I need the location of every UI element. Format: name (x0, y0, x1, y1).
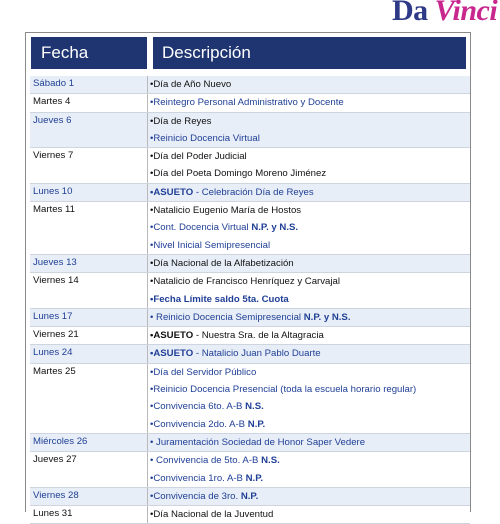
row-description (148, 202, 470, 254)
description-text: •Cont. Docencia Virtual (150, 222, 252, 234)
description-text: •Reinicio Docencia Virtual (150, 132, 260, 144)
row-description (148, 452, 470, 487)
description-bold-text: N.P. y N.S. (303, 311, 351, 323)
description-text: •Día del Poeta Domingo Moreno Jiménez (150, 168, 327, 180)
row-description (148, 113, 470, 148)
description-line (150, 76, 470, 93)
row-description (148, 76, 470, 93)
row-date: Viernes 14 (30, 273, 148, 308)
calendar-rows (30, 76, 470, 524)
logo-da: Da (392, 0, 428, 27)
description-line (150, 237, 470, 254)
logo-vinci: Vinci (434, 0, 498, 27)
row-description (148, 94, 470, 111)
row-description (148, 488, 470, 505)
description-bold-text: •ASUETO (150, 348, 194, 360)
description-text: • Convivencia de 5to. A-B (150, 455, 262, 467)
description-line (150, 309, 470, 326)
row-date: Jueves 6 (30, 113, 148, 148)
calendar-row (30, 273, 470, 308)
row-date: Viernes 7 (30, 148, 148, 183)
calendar-row (30, 434, 470, 451)
description-text: - Nuestra Sra. de la Altagracia (193, 330, 324, 342)
description-text: •Día Nacional de la Alfabetización (150, 257, 294, 269)
row-description (148, 309, 470, 326)
row-date: Lunes 24 (30, 345, 148, 362)
description-text: •Reintegro Personal Administrativo y Docente (150, 97, 344, 109)
calendar-row (30, 113, 470, 148)
description-text: • Reinicio Docencia Semipresencial (150, 311, 304, 323)
description-line (150, 165, 470, 182)
description-text: •Convivencia 6to. A-B (150, 401, 246, 413)
description-line (150, 113, 470, 130)
calendar-row (30, 94, 470, 111)
description-line (150, 506, 470, 523)
description-bold-text: •ASUETO (150, 186, 194, 198)
description-bold-text: N.S. (245, 401, 264, 413)
row-date: Lunes 17 (30, 309, 148, 326)
description-line (150, 434, 470, 451)
description-bold-text: N.P. (240, 490, 259, 502)
description-text: •Convivencia de 3ro. (150, 490, 241, 502)
row-date: Martes 4 (30, 94, 148, 111)
description-line (150, 184, 470, 201)
row-date: Sábado 1 (30, 76, 148, 93)
row-description (148, 327, 470, 344)
calendar-row (30, 76, 470, 93)
description-line (150, 452, 470, 469)
calendar-row (30, 506, 470, 523)
description-text: •Día de Año Nuevo (150, 79, 232, 90)
calendar-row (30, 309, 470, 326)
description-line (150, 470, 470, 487)
row-date: Viernes 28 (30, 488, 148, 505)
description-text: •Nivel Inicial Semipresencial (150, 239, 271, 251)
row-date: Lunes 10 (30, 184, 148, 201)
row-date: Miércoles 26 (30, 434, 148, 451)
description-text: • Juramentación Sociedad de Honor Saper Vedere (150, 436, 366, 448)
description-line (150, 219, 470, 236)
row-date: Viernes 21 (30, 327, 148, 344)
row-description (148, 434, 470, 451)
calendar-row (30, 488, 470, 505)
description-text: •Día de Reyes (150, 115, 212, 127)
row-date: Martes 11 (30, 202, 148, 254)
row-description (148, 345, 470, 362)
description-line (150, 130, 470, 147)
calendar-row (30, 327, 470, 344)
calendar-row (30, 148, 470, 183)
description-line (150, 345, 470, 362)
calendar-row (30, 345, 470, 362)
row-date: Jueves 13 (30, 255, 148, 272)
calendar-row (30, 202, 470, 254)
description-text: •Convivencia 2do. A-B (150, 418, 248, 430)
description-bold-text: •ASUETO (150, 330, 194, 342)
description-bold-text: N.P. (245, 472, 264, 484)
row-description (148, 148, 470, 183)
row-date: Martes 25 (30, 364, 148, 433)
description-text: •Reinicio Docencia Presencial (toda la escuela horario regular) (150, 384, 417, 396)
description-line (150, 202, 470, 219)
description-bold-text: N.S. (261, 455, 280, 467)
description-text: •Natalicio Eugenio María de Hostos (150, 205, 302, 217)
row-date: Jueves 27 (30, 452, 148, 487)
calendar-row (30, 255, 470, 272)
row-description (148, 364, 470, 433)
calendar-row (30, 364, 470, 433)
description-bold-text: N.P. (247, 418, 266, 430)
header-descripcion: Descripción (153, 37, 466, 69)
description-line (150, 416, 470, 433)
description-text: •Natalicio de Francisco Henríquez y Carvajal (150, 276, 340, 288)
calendar-row (30, 184, 470, 201)
description-line (150, 273, 470, 290)
description-bold-text: •Fecha Límite saldo 5ta. Cuota (150, 293, 289, 305)
row-description (148, 273, 470, 308)
davinci-logo (392, 0, 497, 28)
calendar-row (30, 452, 470, 487)
description-line (150, 398, 470, 415)
description-line (150, 148, 470, 165)
description-text: •Día del Poder Judicial (150, 151, 247, 163)
description-line (150, 364, 470, 381)
description-line (150, 255, 470, 272)
description-line (150, 291, 470, 308)
row-description (148, 184, 470, 201)
description-text: •Día Nacional de la Juventud (150, 509, 274, 521)
description-bold-text: N.P. y N.S. (251, 222, 299, 234)
description-line (150, 381, 470, 398)
description-line (150, 488, 470, 505)
row-description (148, 255, 470, 272)
description-text: •Día del Servidor Público (150, 366, 257, 378)
description-text: - Celebración Día de Reyes (193, 186, 314, 198)
description-text: •Convivencia 1ro. A-B (150, 472, 246, 484)
row-date: Lunes 31 (30, 506, 148, 523)
header-fecha: Fecha (31, 37, 147, 69)
row-description (148, 506, 470, 523)
description-text: - Natalicio Juan Pablo Duarte (193, 348, 321, 360)
description-line (150, 327, 470, 344)
description-line (150, 94, 470, 111)
